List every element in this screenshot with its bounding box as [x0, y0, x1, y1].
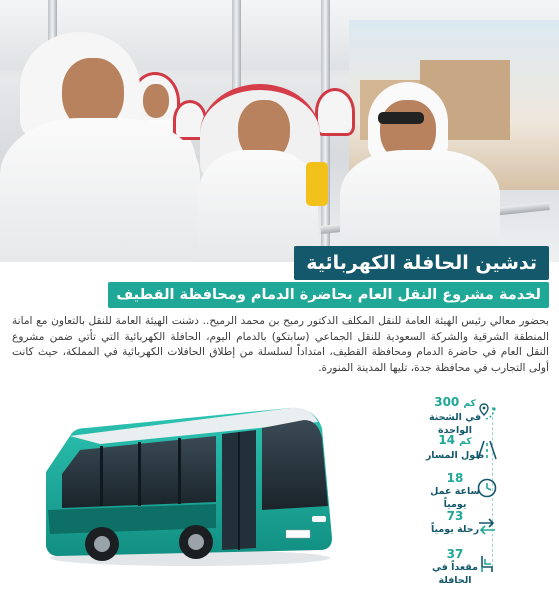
- stat-label: طول المسار: [425, 450, 485, 461]
- stat-label: مقعداً في الحافلة: [432, 562, 478, 586]
- electric-bus-illustration: [40, 398, 340, 573]
- face: [143, 84, 169, 118]
- stat-item: [400, 395, 550, 436]
- sunglasses: [378, 112, 424, 124]
- arrows-exchange-icon: [476, 515, 498, 537]
- stat-label: ساعة عمل يومياً: [430, 486, 480, 510]
- bus-icon: [40, 398, 340, 573]
- seat-icon: [476, 553, 498, 575]
- page-subtitle: لخدمة مشروع النقل العام بحاضرة الدمام ومحافظة القطيف: [108, 282, 549, 308]
- clock-icon: [476, 477, 498, 499]
- route-pin-icon: [476, 401, 498, 423]
- stat-value: 73: [446, 509, 464, 523]
- stats-list: [400, 395, 550, 585]
- ghutra: [315, 88, 355, 136]
- stat-value: 14 كم: [438, 433, 472, 447]
- stat-item: [400, 547, 550, 586]
- page-title: تدشين الحافلة الكهربائية: [294, 246, 549, 280]
- stat-label: رحلة يومياً: [430, 524, 480, 535]
- body-paragraph: بحضور معالي رئيس الهيئة العامة للنقل المكلف الدكتور رميح بن محمد الرميح.. دشنت الهيئة العامة للنقل بالتعاون مع امانة المنطقة الشرقية والشركة السعودية للنقل الجماعي (سابتكو) بالدمام اليوم، الحافلة الكهربائية التي تأتي ضمن مشروع النقل العام في حاضرة الدمام ومحافظة القطيف، امتداداً لسلسلة من إطلاق الحافلات الكهربائية في المملكة، حيث كانت أولى التجارب في محافظة جدة، تليها المدينة المنورة.: [12, 315, 549, 374]
- thobe: [0, 118, 200, 262]
- stat-value: 300 كم: [434, 395, 476, 409]
- stat-value: 37: [446, 547, 464, 561]
- stat-item: [400, 471, 550, 510]
- stat-label: في الشحنة الواحدة: [428, 412, 482, 436]
- stat-item: [400, 509, 550, 543]
- stat-item: [400, 433, 550, 467]
- event-photo: [0, 0, 559, 262]
- road-icon: [476, 439, 498, 461]
- stat-value: 18: [446, 471, 464, 485]
- stop-button: [306, 162, 328, 206]
